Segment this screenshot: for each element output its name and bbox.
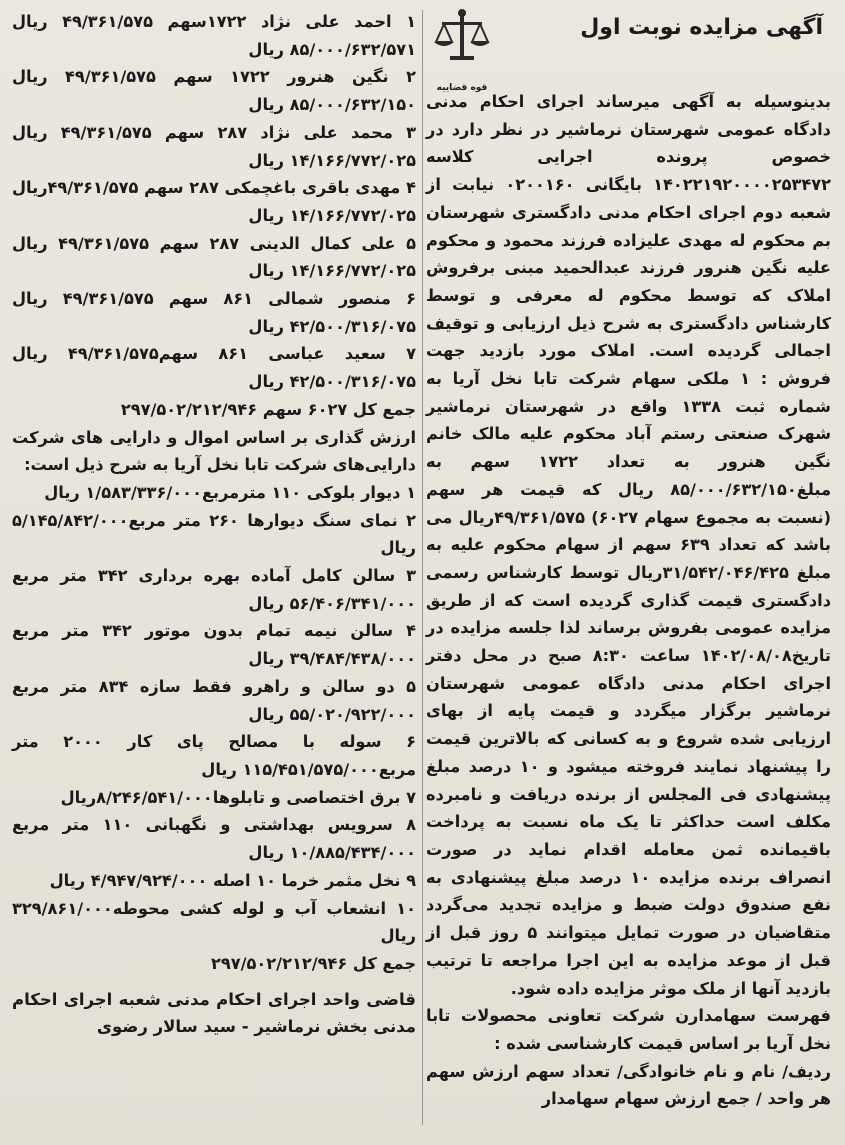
shareholders-intro: فهرست سهامدارن شرکت تعاونی محصولات تابا نخل آریا بر اساس قیمت کارشناسی شده : (426, 1006, 831, 1053)
asset-row: ۲ نمای سنگ دیوارها ۲۶۰ متر مربع۵/۱۴۵/۸۴۲/۰۰۰ ریال (12, 510, 416, 558)
asset-row: ۱۰ انشعاب آب و لوله کشی محوطه۳۲۹/۸۶۱/۰۰۰ ریال (12, 898, 416, 946)
notice-header (426, 8, 831, 93)
shares-total: جمع کل ۶۰۲۷ سهم ۲۹۷/۵۰۲/۲۱۲/۹۴۶ (120, 399, 416, 419)
shareholder-row: ۶ منصور شمالی ۸۶۱ سهم ۴۹/۳۶۱/۵۷۵ ریال ۴۲/۵۰۰/۳۱۶/۰۷۵ ریال (12, 289, 416, 336)
asset-row: ۱ دیوار بلوکی ۱۱۰ مترمربع۱/۵۸۳/۳۳۶/۰۰۰ ریال (44, 482, 416, 502)
judge-signature: قاضی واحد اجرای احکام مدنی شعبه اجرای احکام مدنی بخش نرماشیر - سید سالار رضوی (12, 989, 416, 1037)
shareholder-row: ۲ نگین هنرور ۱۷۲۲ سهم ۴۹/۳۶۱/۵۷۵ ریال ۸۵/۰۰۰/۶۳۲/۱۵۰ ریال (12, 67, 416, 115)
shareholder-row: ۷ سعید عباسی ۸۶۱ سهم۴۹/۳۶۱/۵۷۵ ریال ۴۲/۵۰۰/۳۱۶/۰۷۵ ریال (12, 344, 416, 392)
asset-row: ۴ سالن نیمه تمام بدون موتور ۳۴۲ متر مربع ۳۹/۴۸۴/۴۳۸/۰۰۰ ریال (12, 621, 416, 669)
asset-row: ۸ سرویس بهداشتی و نگهبانی ۱۱۰ متر مربع ۱۰/۸۸۵/۴۳۴/۰۰۰ ریال (12, 815, 417, 863)
emblem-label: قوه قضاییه (436, 82, 488, 93)
notice-left-column (12, 8, 416, 1145)
asset-row: ۹ نخل مثمر خرما ۱۰ اصله ۴/۹۴۷/۹۲۴/۰۰۰ ریال (49, 870, 416, 890)
shareholder-row: ۵ علی کمال الدینی ۲۸۷ سهم ۴۹/۳۶۱/۵۷۵ ریال ۱۴/۱۶۶/۷۷۲/۰۲۵ ریال (12, 233, 416, 281)
notice-body-paragraph: بدینوسیله به آگهی میرساند اجرای احکام مدنی دادگاه عمومی شهرستان نرماشیر در نظر دارد در خصوص پرونده اجرایی کلاسه ۱۴۰۲۲۱۹۲۰۰۰۰۲۵۳۴۷۲ بایگانی ۰۲۰۰۱۶۰ نیابت از شعبه دوم اجرای احکام مدنی دادگستری شهرستان بم محکوم له مهدی علیزاده فرزند محمود و محکوم علیه نگین هنرور فرزند عبدالحمید مبنی برفروش املاک که توسط محکوم له معرفی و توسط کارشناس دادگستری به شرح ذیل ارزیابی و توقیف اجمالی گردیده است. املاک مورد بازدید جهت فروش : ۱ ملکی سهام شرکت تابا نخل آریا به شماره ثبت ۱۳۳۸ واقع در شهرستان نرماشیر شهرک صنعتی رستم آباد محکوم علیه مالک خانم نگین هنرور به تعداد ۱۷۲۲ سهم به مبلغ۸۵/۰۰۰/۶۳۲/۱۵۰ ریال که قیمت هر سهم (نسبت به مجموع سهام ۶۰۲۷) ۴۹/۳۶۱/۵۷۵ریال می باشد که تعداد ۶۳۹ سهم از سهام محکوم علیه به مبلغ ۳۱/۵۴۲/۰۴۶/۴۲۵ریال توسط کارشناس رسمی دادگستری قیمت گذاری گردیده است که از طریق مزایده عمومی بفروش برساند لذا جلسه مزایده در تاریخ۱۴۰۲/۰۸/۰۸ ساعت ۸:۳۰ صبح در محل دفتر اجرای احکام مدنی دادگاه عمومی شهرستان نرماشیر برگزار میگردد و قیمت پایه از بهای ارزیابی شده شروع و به کسانی که بالاترین قیمت را پیشنهاد نمایند فروخته میشود و ۱۰ درصد مبلغ پیشنهادی فی المجلس از برنده دریافت و نامبرده مکلف است حداکثر تا یک ماه نسبت به پرداخت باقیمانده ثمن معامله اقدام نماید در صورت انصراف برنده مزایده ۱۰ درصد مبلغ پیشنهادی به نفع صندوق دولت ضبط و مزایده تجدید می‌گردد متقاضیان در صورت تمایل میتوانند ۵ روز قبل از قبل از موعد مزایده به این اجرا مراجعه تا ترتیب بازدید آنها از ملک موثر مزایده داده شود. (426, 92, 831, 998)
column-divider (422, 10, 423, 1125)
shareholders-columns: ردیف/ نام و نام خانوادگی/ تعداد سهم ارزش سهم هر واحد / جمع ارزش سهام سهامدار (426, 1061, 831, 1109)
asset-row: ۷ برق اختصاصی و تابلوها۸/۲۴۶/۵۴۱/۰۰۰ریال (60, 787, 416, 807)
asset-row: ۶ سوله با مصالح پای کار ۲۰۰۰ متر مربع۱۱۵/۴۵۱/۵۷۵/۰۰۰ ریال (12, 732, 416, 779)
judiciary-scales-icon (430, 8, 494, 93)
notice-title: آگهی مزایده نوبت اول (580, 15, 823, 40)
assets-total: جمع کل ۲۹۷/۵۰۲/۲۱۲/۹۴۶ (210, 953, 416, 973)
shareholder-row: ۱ احمد علی نژاد ۱۷۲۲سهم ۴۹/۳۶۱/۵۷۵ ریال ۸۵/۰۰۰/۶۳۲/۵۷۱ ریال (12, 12, 416, 59)
notice-right-column (426, 8, 831, 1145)
shareholder-row: ۳ محمد علی نژاد ۲۸۷ سهم ۴۹/۳۶۱/۵۷۵ ریال ۱۴/۱۶۶/۷۷۲/۰۲۵ ریال (12, 122, 416, 170)
assets-intro: ارزش گذاری بر اساس اموال و دارایی های شرکت دارایی‌های شرکت تابا نخل آریا به شرح ذیل است: (12, 427, 416, 475)
shareholder-row: ۴ مهدی باقری باغچمکی ۲۸۷ سهم ۴۹/۳۶۱/۵۷۵ریال ۱۴/۱۶۶/۷۷۲/۰۲۵ ریال (12, 178, 416, 225)
asset-row: ۵ دو سالن و راهرو فقط سازه ۸۳۴ متر مربع ۵۵/۰۲۰/۹۲۲/۰۰۰ ریال (12, 676, 417, 724)
asset-row: ۳ سالن کامل آماده بهره برداری ۳۴۲ متر مربع ۵۶/۴۰۶/۳۴۱/۰۰۰ ریال (12, 566, 417, 613)
